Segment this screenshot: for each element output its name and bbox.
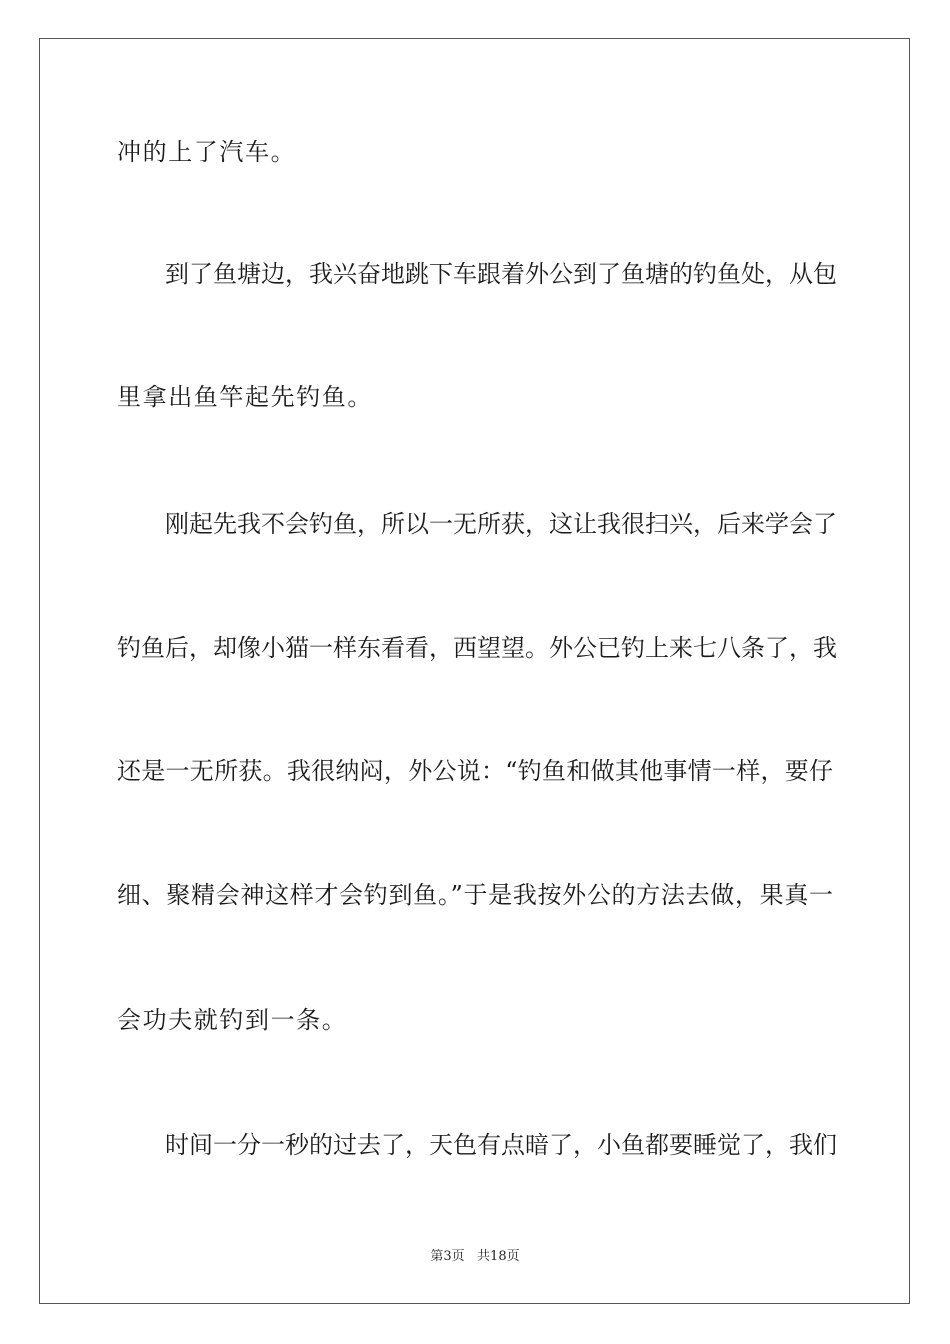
text-line-7: 细、聚精会神这样才会钓到鱼。”于是我按外公的方法去做，果真一 [117,881,833,909]
text-line-5: 钓鱼后，却像小猫一样东看看，西望望。外公已钓上来七八条了，我 [117,634,837,662]
text-line-8: 会功夫就钓到一条。 [117,1006,348,1034]
text-line-9: 时间一分一秒的过去了，天色有点暗了，小鱼都要睡觉了，我们 [165,1131,837,1159]
page-number-footer: 第3页 共18页 [430,1249,520,1264]
text-line-2: 到了鱼塘边，我兴奋地跳下车跟着外公到了鱼塘的钓鱼处，从包 [165,260,837,288]
text-line-4: 刚起先我不会钓鱼，所以一无所获，这让我很扫兴，后来学会了 [165,510,837,538]
text-line-3: 里拿出鱼竿起先钓鱼。 [117,383,373,411]
text-line-1: 冲的上了汽车。 [117,138,297,166]
page-border [39,38,910,1304]
text-line-6: 还是一无所获。我很纳闷，外公说：“钓鱼和做其他事情一样，要仔 [117,757,833,785]
